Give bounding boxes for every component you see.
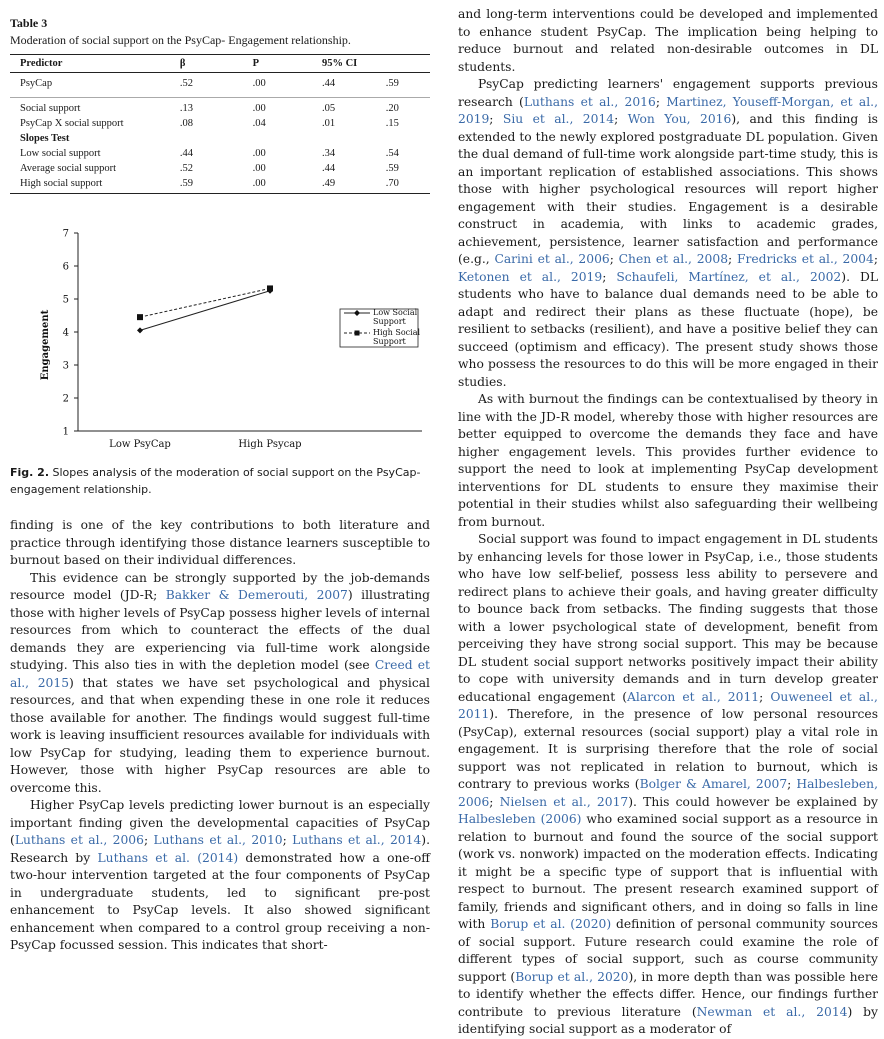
citation-link[interactable]: Luthans et al. (2014) bbox=[97, 850, 239, 865]
paragraph: PsyCap predicting learners' engagement supports previous research (Luthans et al., 2016; Martinez, Youseff-Morgan, et al., 2019; Siu et al., 2014; Won You, 2016), and this finding is extended to the newly explored postgraduate DL population. Given the dual demand of full-time work alongside part-time study, this is an important replication of established associations. This shows those with higher psychological resources will report higher engagement with their studies. Engagement is a desirable construct in academia, with links to academic grades, achievement, persistence, learner satisfaction and performance (e.g., Carini et al., 2006; Chen et al., 2008; Fredricks et al., 2004; Ketonen et al., 2019; Schaufeli, Martínez, et al., 2002). DL students who have to balance dual demands need to be able to adapt and redirect their plans as these fluctuate (hope), be resilient to setbacks (resilient), and have a positive belief they can succeed (optimism and efficacy). The present study shows those who possess the resources to do this will be more engaged in their studies. bbox=[458, 77, 878, 389]
table-cell: .59 bbox=[170, 176, 243, 194]
header-p: P bbox=[243, 55, 312, 73]
y-tick-label: 3 bbox=[62, 360, 69, 372]
citation-link[interactable]: Luthans et al., 2016 bbox=[523, 94, 656, 109]
text-run: ). Therefore, in the presence of low personal resources (PsyCap), external resources (social support) play a vital role in engagement. It is surprising therefore that the role of social support was not replicated in relation to burnout, which is contrary to previous works ( bbox=[458, 707, 878, 791]
text-run: ) that states we have set psychological and physical resources, and that when expending these in one role it reduces those available for another. The findings would suggest full-time work is leaving insufficient resources available for individuals with low PsyCap for studying, leading them to experience burnout. However, those with higher PsyCap resources are able to overcome this. bbox=[10, 675, 430, 795]
text-run: ). This could however be explained by bbox=[628, 794, 878, 809]
table-cell: .15 bbox=[385, 118, 399, 129]
table-cell bbox=[243, 131, 312, 146]
table-cell: .01 bbox=[321, 118, 336, 129]
header-ci: 95% CI bbox=[312, 55, 376, 73]
table-row bbox=[10, 73, 430, 98]
citation-link[interactable]: Borup et al., 2020 bbox=[515, 969, 629, 984]
y-tick-label: 6 bbox=[62, 261, 69, 273]
chart-legend bbox=[340, 308, 420, 347]
table-row bbox=[10, 98, 430, 117]
table-cell: PsyCap X social support bbox=[20, 118, 124, 129]
table-cell: .52 bbox=[179, 78, 193, 89]
table-cell: .13 bbox=[179, 103, 193, 114]
x-ticks bbox=[109, 439, 301, 450]
table-row bbox=[10, 116, 430, 131]
citation-link[interactable]: Luthans et al., 2006 bbox=[14, 833, 144, 847]
text-run: demonstrated how a one-off two-hour intervention targeted at the four components of PsyCap in undergraduate students, led to significant pre-post enhancement to PsyCap levels. It also showed significant enhancement when compared to a control group receiving a non-PsyCap focussed session. This indicates that short- bbox=[10, 850, 430, 952]
table-cell: .52 bbox=[179, 163, 193, 174]
table-cell: .49 bbox=[312, 176, 376, 194]
citation-link[interactable]: Halbesleben (2006) bbox=[458, 812, 582, 826]
header-ci-upper bbox=[376, 55, 430, 73]
table-cell: Social support bbox=[20, 103, 81, 114]
table-row bbox=[10, 176, 430, 194]
y-tick-label: 4 bbox=[62, 327, 69, 339]
legend-marker bbox=[355, 331, 360, 336]
table-cell: PsyCap bbox=[20, 78, 53, 89]
table-cell: .00 bbox=[252, 78, 266, 89]
table-header-row bbox=[10, 55, 430, 73]
data-point bbox=[267, 285, 273, 291]
table-cell bbox=[312, 131, 376, 146]
citation-link[interactable]: Fredricks et al., 2004 bbox=[736, 252, 874, 266]
text-run: ). DL students who have to balance dual demands need to be able to adapt and redirect their plans as these fluctuate (hope), be resilient to setbacks (resilient), and have a positive belief they can succeed (optimism and efficacy). The present study shows those who possess the resources to do this will be more engaged in their studies. bbox=[458, 269, 878, 389]
table-cell: .70 bbox=[376, 176, 430, 194]
citation-link[interactable]: Won You, 2016 bbox=[627, 112, 732, 126]
slopes-chart bbox=[30, 225, 430, 455]
citation-link[interactable]: Alarcon et al., 2011 bbox=[627, 689, 760, 704]
table-row bbox=[10, 131, 430, 146]
left-body-text bbox=[10, 517, 430, 955]
right-body-text bbox=[458, 6, 878, 1039]
citation-link[interactable]: Siu et al., 2014 bbox=[502, 112, 615, 126]
table-cell: .00 bbox=[252, 148, 266, 159]
text-run: PsyCap predicting learners' engagement supports previous research ( bbox=[458, 77, 878, 109]
table-cell: .08 bbox=[179, 118, 193, 129]
y-tick-label: 7 bbox=[62, 228, 69, 240]
citation-link[interactable]: Schaufeli, Martínez, et al., 2002 bbox=[616, 269, 842, 284]
citation-link[interactable]: Bolger & Amarel, 2007 bbox=[639, 777, 788, 791]
text-run: Social support was found to impact engagement in DL students by enhancing levels for those lower in PsyCap, i.e., those students who have low self-belief, possess less ability to persevere and redirect plans to achieve their goals, and having greater difficulty to bounce back from setbacks. The finding suggests that those with a lower psychological state of development, benefit from perceiving they have strong social support. This may be because DL student social support networks positively impact their ability to cope with university demands and in turn develop greater educational engagement ( bbox=[458, 532, 878, 704]
citation-link[interactable]: Creed et al., 2015 bbox=[10, 658, 430, 690]
y-axis-label: Engagement bbox=[40, 309, 51, 381]
text-run: definition of personal community sources of social support. Future research could examine the role of different types of social support, such as course community support ( bbox=[458, 917, 878, 984]
table-cell: .54 bbox=[385, 148, 399, 159]
text-run: ), and this finding is extended to the newly explored postgraduate DL population. Given the dual demand of full-time work alongside part-time study, this is an important replication of established associations. This shows those with higher psychological resources will report higher engagement with their studies. Engagement is a desirable construct in academia, with links to academic grades, achievement, persistence, learner satisfaction and performance (e.g., bbox=[458, 112, 878, 266]
citation-link[interactable]: Halbesleben, 2006 bbox=[458, 777, 878, 809]
paragraph: Higher PsyCap levels predicting lower burnout is an especially important finding given the developmental capacities of PsyCap (Luthans et al., 2006; Luthans et al., 2010; Luthans et al., 2014). Research by Luthans et al. (2014) demonstrated how a one-off two-hour intervention targeted at the four components of PsyCap in undergraduate students, led to significant pre-post enhancement to PsyCap levels. It also showed significant enhancement when compared to a control group receiving a non-PsyCap focussed session. This indicates that short- bbox=[10, 798, 430, 952]
table-row bbox=[10, 161, 430, 176]
text-run: Higher PsyCap levels predicting lower burnout is an especially important finding given the developmental capacities of PsyCap ( bbox=[10, 798, 430, 847]
text-run: who examined social support as a resource in relation to burnout and found the source of the social support (work vs. nonwork) impacted on the moderation effects. Indicating it might be a specific type of support that is influential with respect to burnout. The present research examined support of family, friends and significant others, and in doing so falls in line with bbox=[458, 812, 878, 931]
table-cell: .44 bbox=[321, 78, 336, 89]
figure-caption-text: Slopes analysis of the moderation of social support on the PsyCap-engagement relationship. bbox=[10, 466, 421, 496]
legend-label: Low Social Support bbox=[373, 308, 418, 326]
y-tick-label: 1 bbox=[62, 426, 69, 438]
legend-label: High Social Support bbox=[373, 328, 421, 346]
table-label: Table 3 bbox=[10, 16, 48, 30]
x-tick-label: High Psycap bbox=[238, 439, 302, 450]
figure-caption bbox=[10, 464, 430, 498]
y-ticks bbox=[63, 229, 78, 438]
table-caption: Moderation of social support on the PsyCap- Engagement relationship. bbox=[10, 33, 351, 47]
header-predictor: Predictor bbox=[10, 55, 170, 73]
figure-label: Fig. 2. bbox=[10, 466, 49, 479]
citation-link[interactable]: Nielsen et al., 2017 bbox=[499, 794, 629, 809]
table-cell bbox=[170, 131, 243, 146]
paragraph bbox=[10, 570, 430, 798]
moderation-table bbox=[10, 54, 430, 194]
table-cell: .59 bbox=[385, 163, 399, 174]
paragraph: Social support was found to impact engagement in DL students by enhancing levels for those lower in PsyCap, i.e., those students who have low self-belief, possess less ability to persevere and redirect plans to achieve their goals, and having greater difficulty to bounce back from setbacks. The finding suggests that those with a lower psychological state of development, benefit from perceiving they have strong social support. This may be because DL student social support networks positively impact their ability to cope with university demands and in turn develop greater educational engagement (Alarcon et al., 2011; Ouweneel et al., 2011). Therefore, in the presence of low personal resources (PsyCap), external resources (social support) play a vital role in engagement. It is surprising therefore that the role of social support was not replicated in relation to burnout, which is contrary to previous works (Bolger & Amarel, 2007; Halbesleben, 2006; Nielsen et al., 2017). This could however be explained by Halbesleben (2006) who examined social support as a resource in relation to burnout and found the source of the social support (work vs. nonwork) impacted on the moderation effects. Indicating it might be a specific type of support that is influential with respect to burnout. The present research examined support of family, friends and significant others, and in doing so falls in line with Borup et al. (2020) definition of personal community sources of social support. Future research could examine the role of different types of social support, such as course community support (Borup et al., 2020), in more depth than was possible here to identify whether the effects differ. Hence, our findings further contribute to previous literature (Newman et al., 2014) by identifying social support as a moderator of bbox=[458, 532, 879, 1036]
table-subheading: Slopes Test bbox=[20, 133, 70, 144]
table-cell: .00 bbox=[243, 176, 312, 194]
paragraph: and long-term interventions could be developed and implemented to enhance student PsyCap. The implication being helping to reduce burnout and related non-desirable outcomes in DL students. bbox=[458, 7, 878, 74]
citation-link[interactable]: Luthans et al., 2010 bbox=[153, 833, 283, 847]
data-point bbox=[137, 327, 143, 333]
y-tick-label: 2 bbox=[62, 393, 69, 405]
table-cell: .00 bbox=[252, 103, 266, 114]
citation-link[interactable]: Borup et al. (2020) bbox=[490, 917, 612, 931]
table-cell: .00 bbox=[252, 163, 266, 174]
table-cell: .04 bbox=[252, 118, 266, 129]
citation-link[interactable]: Martinez, Youseff-Morgan, et al., 2019 bbox=[458, 94, 878, 126]
citation-link[interactable]: Newman et al., 2014 bbox=[696, 1004, 848, 1019]
series-line bbox=[140, 288, 270, 317]
table-cell: .44 bbox=[179, 148, 193, 159]
chart-series bbox=[137, 285, 273, 333]
table-cell: Low social support bbox=[20, 148, 101, 159]
table-cell: .20 bbox=[385, 103, 399, 114]
x-tick-label: Low PsyCap bbox=[109, 439, 171, 450]
citation-link[interactable]: Ketonen et al., 2019 bbox=[458, 269, 603, 284]
text-run: ). Research by bbox=[10, 833, 430, 865]
table-row bbox=[10, 146, 430, 161]
text-run: This evidence can be strongly supported by the job-demands resource model (JD-R; bbox=[10, 570, 430, 602]
citation-link[interactable]: Ouweneel et al., 2011 bbox=[458, 689, 878, 721]
table-cell: .34 bbox=[321, 148, 336, 159]
series-line bbox=[140, 291, 270, 331]
header-beta: β bbox=[170, 55, 243, 73]
citation-link[interactable]: Carini et al., 2006 bbox=[494, 252, 610, 266]
citation-link[interactable]: Bakker & Demerouti, 2007 bbox=[165, 588, 348, 602]
citation-link[interactable]: Luthans et al., 2014 bbox=[292, 833, 422, 847]
text-run: ) illustrating those with higher levels of PsyCap possess higher levels of internal resources from which to counteract the effects of the dual demands they are experiencing via full-time work alongside studying. This also ties in with the depletion model (see bbox=[10, 588, 431, 672]
table-cell: .44 bbox=[321, 163, 336, 174]
paragraph: finding is one of the key contributions to both literature and practice through identifying those distance learners susceptible to burnout based on their individual differences. bbox=[10, 518, 430, 567]
table-cell: .05 bbox=[321, 103, 336, 114]
y-tick-label: 5 bbox=[62, 294, 69, 306]
table-cell bbox=[376, 131, 430, 146]
table-cell: High social support bbox=[10, 176, 170, 194]
text-run: ) by identifying social support as a moderator of bbox=[458, 1004, 879, 1036]
paragraph: As with burnout the findings can be contextualised by theory in line with the JD-R model, whereby those with higher resources are better equipped to overcome the demands they face and have higher engagement levels. This provides further evidence to support the need to look at implementing PsyCap development interventions for DL students to ensure they maximise their potential in their studies whilst also safeguarding their wellbeing from burnout. bbox=[458, 392, 878, 529]
data-point bbox=[137, 314, 143, 320]
citation-link[interactable]: Chen et al., 2008 bbox=[618, 252, 729, 266]
table-cell: Average social support bbox=[20, 163, 117, 174]
table-cell: .59 bbox=[385, 78, 399, 89]
text-run: ), in more depth than was possible here to identify whether the effects differ. Hence, our findings further contribute to previous literature ( bbox=[458, 969, 878, 1019]
